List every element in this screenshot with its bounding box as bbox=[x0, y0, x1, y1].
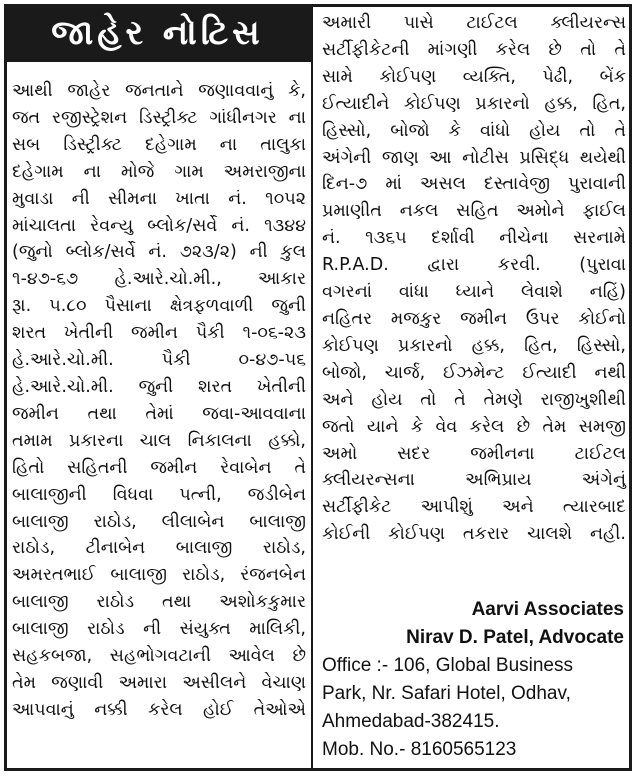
notice-text-line: બોજો, ચાર્જ, ઈઝમેન્ટ ઈત્યાદી નથી bbox=[322, 362, 626, 383]
notice-text-line: તમામ પ્રકારના ચાલ નિકાલના હક્કો, bbox=[12, 430, 306, 451]
notice-text-line: બાલાજી રાઠોડ ની સંયુક્ત માલિકી, bbox=[12, 619, 306, 640]
notice-text-line: જમીન તથા તેમાં જવા-આવવાના bbox=[12, 403, 306, 424]
notice-text-line: કોઈની કોઈપણ તકરાર ચાલશે નહી. bbox=[322, 524, 626, 545]
column-divider bbox=[311, 4, 313, 771]
notice-text-line: પ્રમાણીત નકલ સહિત અમોને ફાઈલ bbox=[322, 201, 626, 222]
notice-text-line: રાઠોડ, ટીનાબેન બાલાજી રાઠોડ, bbox=[12, 538, 306, 559]
notice-text-line: હે.આરે.ચો.મી. પૈકી ૦-૪૭-૫૬ bbox=[12, 350, 306, 371]
office-address-line-3: Ahmedabad-382415. bbox=[322, 711, 500, 732]
notice-text-line: હિતો સહિતની જમીન રેવાબેન તે bbox=[12, 457, 306, 478]
notice-text-line: રૂા. ૫.૮૦ પૈસાના ક્ષેત્રફળવાળી જુની bbox=[12, 296, 306, 317]
notice-text-line: તેમ જણાવી અમારા અસીલને વેચાણ bbox=[12, 672, 306, 693]
notice-text-line: આપવાનું નક્કી કરેલ હોઈ તેઓએ bbox=[12, 699, 306, 720]
notice-text-line: દિન-૭ માં અસલ દસ્તાવેજી પુરાવાની bbox=[322, 174, 626, 195]
notice-text-line: અને હોય તો તે તેમણે રાજીખુશીથી bbox=[322, 389, 626, 410]
notice-text-line: માંચાલતા રેવન્યુ બ્લોક/સર્વે નં. ૧૩૪૪ bbox=[12, 215, 306, 236]
notice-text-line: સામે કોઈપણ વ્યક્તિ, પેઢી, બેંક bbox=[322, 66, 626, 87]
left-column bbox=[12, 78, 306, 724]
notice-title: જાહેર નોટિસ bbox=[51, 13, 264, 53]
notice-text-line: શરત ખેતીની જમીન પૈકી ૧-૦૬-૨૩ bbox=[12, 323, 306, 344]
notice-text-line: જત રજીસ્ટ્રેશન ડિસ્ટ્રીક્ટ ગાંધીનગર ના bbox=[12, 107, 306, 128]
notice-text-line: સર્ટીફીકેટ આપીશું અને ત્યારબાદ bbox=[322, 497, 626, 518]
notice-text-line: અમો સદર જમીનના ટાઈટલ bbox=[322, 443, 626, 464]
notice-text-line: નં. ૧૩૬૫ દર્શાવી નીચેના સરનામે bbox=[322, 228, 626, 249]
notice-text-line: સર્ટીફીકેટની માંગણી કરેલ છે તો તે bbox=[322, 39, 626, 60]
right-column bbox=[322, 10, 626, 548]
notice-text-line: બાલાજી રાઠોડ, લીલાબેન બાલાજી bbox=[12, 511, 306, 532]
notice-text-line: અંગેની જાણ આ નોટીસ પ્રસિદ્ધ થયેથી bbox=[322, 147, 626, 168]
notice-text-line: જતો યાને કે વેવ કરેલ છે તેમ સમજી bbox=[322, 416, 626, 437]
notice-text-line: ૧-૪૭-૬૭ હે.આરે.ચો.મી., આકાર bbox=[12, 269, 306, 290]
title-banner bbox=[4, 4, 311, 62]
office-address-line-1: Office :- 106, Global Business bbox=[322, 655, 573, 676]
mobile-number: Mob. No.- 8160565123 bbox=[322, 739, 517, 760]
notice-text-line: હે.આરે.ચો.મી. જુની શરત ખેતીની bbox=[12, 376, 306, 397]
notice-text-line: ક્લીયરન્સના અભિપ્રાય અંગેનું bbox=[322, 470, 626, 491]
notice-text-line: સબ ડિસ્ટ્રીક્ટ દહેગામ ના તાલુકા bbox=[12, 134, 306, 155]
notice-text-line: બાલાજીની વિધવા પત્ની, જડીબેન bbox=[12, 484, 306, 505]
notice-text-line: દહેગામ ના મોજે ગામ અમરાજીના bbox=[12, 161, 306, 182]
notice-text-line: આથી જાહેર જનતાને જણાવવાનું કે, bbox=[12, 81, 306, 101]
notice-text-line: R.P.A.D. દ્વારા કરવી. (પુરાવા bbox=[322, 255, 626, 276]
notice-text-line: કોઈપણ પ્રકારનો હક્ક, હિત, હિસ્સો, bbox=[322, 335, 626, 356]
notice-text-line: અમરતભાઈ બાલાજી રાઠોડ, રંજનબેન bbox=[12, 565, 306, 586]
notice-text-line: બાલાજી રાઠોડ તથા અશોકકુમાર bbox=[12, 592, 306, 613]
notice-text-line: મુવાડા ની સીમના ખાતા નં. ૧૦૫૨ bbox=[12, 188, 306, 209]
advocate-name: Nirav D. Patel, Advocate bbox=[406, 627, 624, 648]
office-address-line-2: Park, Nr. Safari Hotel, Odhav, bbox=[322, 683, 571, 704]
notice-text-line: સહકબજા, સહભોગવટાની આવેલ છે bbox=[12, 646, 306, 667]
notice-text-line: (જુનો બ્લોક/સર્વે નં. ૭૨૩/૨) ની કુલ bbox=[12, 242, 306, 263]
signature-block bbox=[322, 596, 624, 764]
notice-text-line: અમારી પાસે ટાઈટલ ક્લીયરન્સ bbox=[322, 13, 626, 33]
notice-text-line: નહિતર મજકુર જમીન ઉપર કોઈનો bbox=[322, 308, 626, 329]
firm-name: Aarvi Associates bbox=[471, 599, 624, 620]
notice-text-line: હિસ્સો, બોજો કે વાંધો હોય તો તે bbox=[322, 120, 626, 141]
notice-text-line: ઈત્યાદીને કોઈપણ પ્રકારનો હક્ક, હિત, bbox=[322, 93, 626, 114]
notice-text-line: વગરનાં વાંધા ધ્યાને લેવાશે નહિં) bbox=[322, 282, 626, 303]
